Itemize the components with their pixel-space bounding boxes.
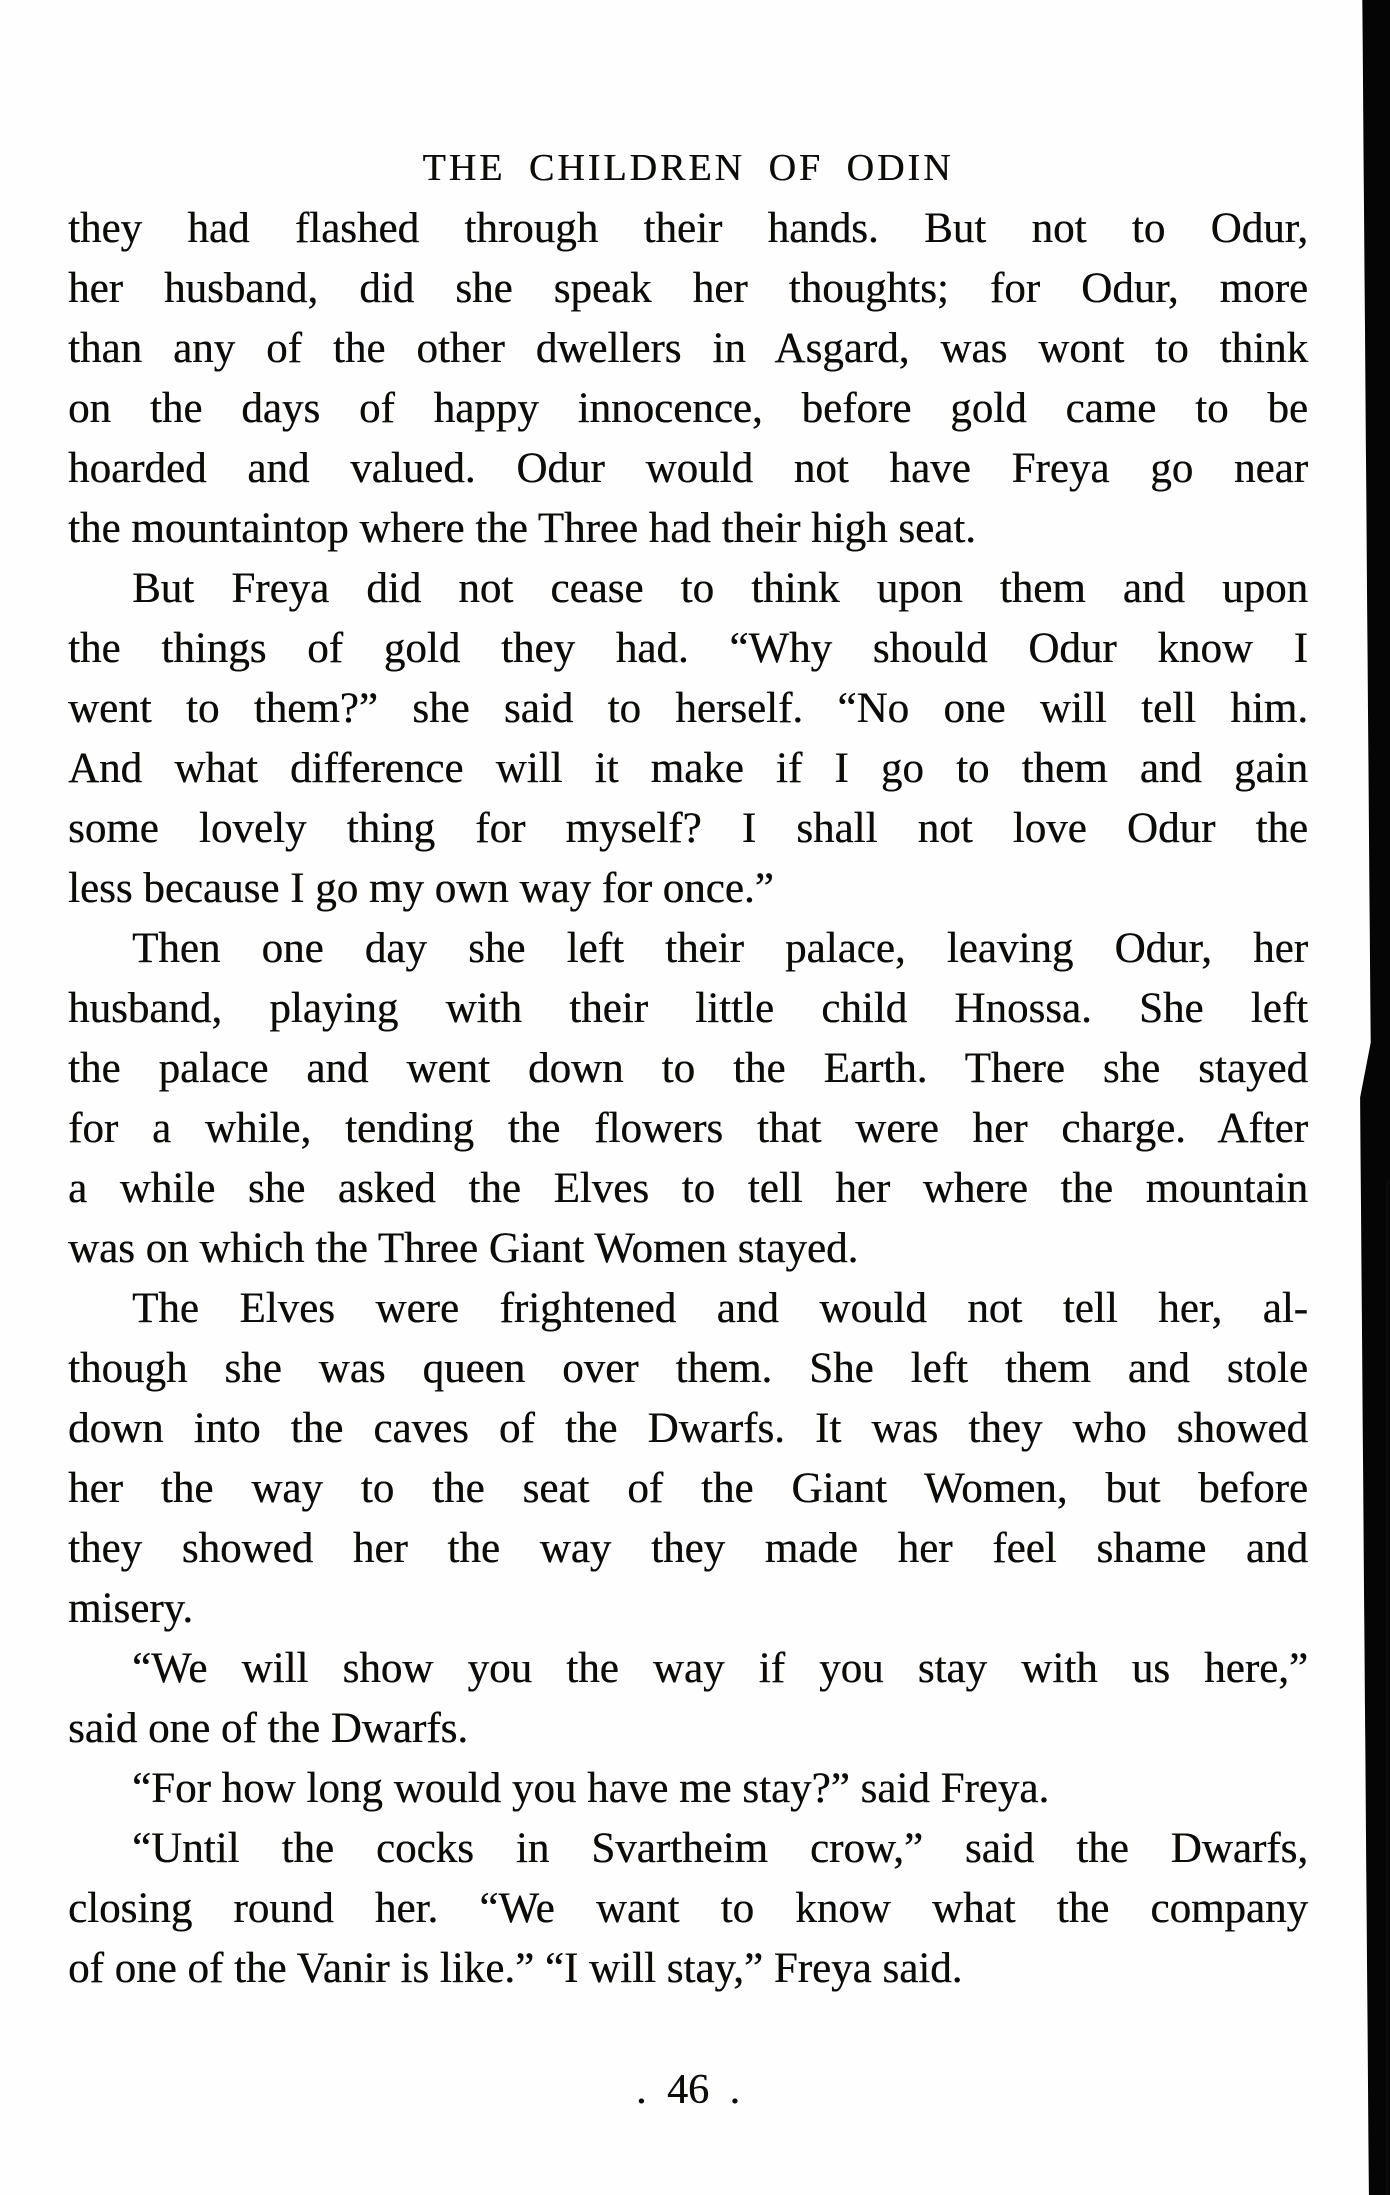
text-line: “Until the cocks in Svartheim crow,” said the Dwarfs, xyxy=(132,1825,1308,1872)
text-line: The Elves were frightened and would not tell her, al- xyxy=(132,1285,1308,1332)
text-line: “For how long would you have me stay?” said Freya. xyxy=(132,1765,1050,1812)
paragraph xyxy=(68,199,1308,559)
page-number: . 46 . xyxy=(636,2067,740,2113)
text-line: some lovely thing for myself? I shall not love Odur the xyxy=(68,805,1308,852)
text-line: husband, playing with their little child Hnossa. She left xyxy=(68,985,1308,1032)
paragraph xyxy=(68,1819,1308,1999)
text-line: on the days of happy innocence, before gold came to be xyxy=(68,385,1308,432)
text-line: misery. xyxy=(68,1585,193,1632)
text-line: hoarded and valued. Odur would not have Freya go near xyxy=(68,445,1308,492)
text-line: a while she asked the Elves to tell her where the mountain xyxy=(68,1165,1308,1212)
text-line: “We will show you the way if you stay with us here,” xyxy=(132,1645,1308,1692)
text-line: said one of the Dwarfs. xyxy=(68,1705,469,1752)
text-line: the mountaintop where the Three had their high seat. xyxy=(68,505,976,552)
text-line: closing round her. “We want to know what the company xyxy=(68,1885,1308,1932)
text-line: Then one day she left their palace, leaving Odur, her xyxy=(132,925,1308,972)
text-line: her husband, did she speak her thoughts; for Odur, more xyxy=(68,265,1308,312)
paragraph xyxy=(68,919,1308,1279)
text-line: less because I go my own way for once.” xyxy=(68,865,774,912)
paragraph xyxy=(68,1639,1308,1759)
text-line: the things of gold they had. “Why should Odur know I xyxy=(68,625,1308,672)
text-line: they showed her the way they made her feel shame and xyxy=(68,1525,1308,1572)
text-line: they had flashed through their hands. But not to Odur, xyxy=(68,205,1308,252)
text-line: for a while, tending the flowers that were her charge. After xyxy=(68,1105,1308,1152)
text-line: went to them?” she said to herself. “No one will tell him. xyxy=(68,685,1308,732)
scan-edge-sliver-artifact xyxy=(1386,1180,1389,2195)
text-line: than any of the other dwellers in Asgard, was wont to think xyxy=(68,325,1308,372)
text-line: the palace and went down to the Earth. There she stayed xyxy=(68,1045,1308,1092)
text-line: And what difference will it make if I go to them and gain xyxy=(68,745,1308,792)
running-header: THE CHILDREN OF ODIN xyxy=(422,147,954,189)
page-body xyxy=(68,199,1308,1999)
text-line: was on which the Three Giant Women stayed. xyxy=(68,1225,859,1272)
paragraph xyxy=(68,559,1308,919)
paragraph xyxy=(68,1759,1308,1819)
text-line: her the way to the seat of the Giant Women, but before xyxy=(68,1465,1308,1512)
paragraph xyxy=(68,1279,1308,1639)
text-line: down into the caves of the Dwarfs. It was they who showed xyxy=(68,1405,1308,1452)
text-line: But Freya did not cease to think upon them and upon xyxy=(132,565,1308,612)
text-line: though she was queen over them. She left them and stole xyxy=(68,1345,1308,1392)
text-line: of one of the Vanir is like.” “I will stay,” Freya said. xyxy=(68,1945,963,1992)
